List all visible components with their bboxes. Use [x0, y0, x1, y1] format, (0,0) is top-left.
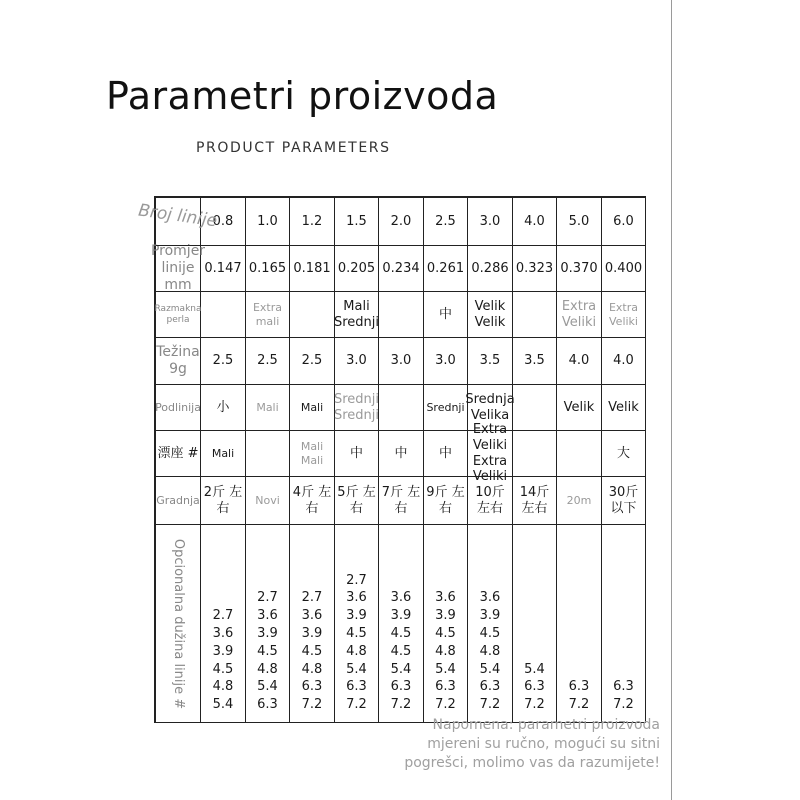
- length-value: 4.5: [301, 643, 323, 659]
- float-seat-cell: [513, 431, 557, 477]
- length-value: 6.3: [435, 679, 456, 695]
- float-seat-cell: Mali Mali: [290, 431, 335, 477]
- build-cell: 20m: [557, 477, 602, 525]
- length-value: 4.5: [479, 626, 501, 642]
- parameters-table: [137, 196, 646, 723]
- build-cell: 9斤 左右: [424, 477, 468, 525]
- length-value: 5.4: [257, 679, 278, 695]
- length-value: 4.5: [212, 661, 234, 677]
- diameter-cell: 0.400: [602, 246, 646, 292]
- float-seat-cell: 中: [379, 431, 424, 477]
- line-no-cell: 3.0: [468, 198, 513, 246]
- line-no-cell: 5.0: [557, 198, 602, 246]
- build-cell: 5斤 左右: [335, 477, 379, 525]
- length-value: 6.3: [613, 679, 634, 695]
- length-value: 5.4: [346, 661, 367, 677]
- length-value: 6.3: [346, 679, 367, 695]
- row-label-optional-length: [156, 525, 201, 723]
- length-list-cell: [602, 525, 646, 723]
- build-cell: 30斤 以下: [602, 477, 646, 525]
- sub-line-cell: Velik: [602, 385, 646, 431]
- build-cell: 14斤 左右: [513, 477, 557, 525]
- diameter-cell: 0.370: [557, 246, 602, 292]
- row-label-diameter: Promjer linije mm: [150, 243, 206, 293]
- build-cell: 4斤 左右: [290, 477, 335, 525]
- length-value: 2.7: [346, 572, 367, 588]
- sub-line-cell: Mali: [290, 385, 335, 431]
- weight-cell: 4.0: [557, 338, 602, 385]
- length-value: 7.2: [346, 697, 367, 713]
- weight-cell: 2.5: [201, 338, 246, 385]
- length-value: 3.9: [346, 608, 367, 624]
- length-value: 4.5: [435, 626, 456, 642]
- length-list-cell: [201, 525, 246, 723]
- length-list: [435, 589, 456, 714]
- length-value: 3.6: [346, 590, 367, 606]
- length-value: 3.9: [212, 643, 234, 659]
- diameter-cell: 0.286: [468, 246, 513, 292]
- line-no-cell: 1.0: [246, 198, 290, 246]
- weight-cell: 4.0: [602, 338, 646, 385]
- sub-line-cell: Mali: [246, 385, 290, 431]
- length-value: 6.3: [301, 679, 323, 695]
- weight-cell: 3.0: [424, 338, 468, 385]
- length-value: 6.3: [257, 697, 278, 713]
- float-seat-cell: 中: [424, 431, 468, 477]
- spacing-cell: 中: [424, 292, 468, 338]
- diameter-cell: 0.234: [379, 246, 424, 292]
- sub-line-cell: [379, 385, 424, 431]
- length-value: 6.3: [524, 679, 545, 695]
- spacing-cell: Extra Veliki: [557, 292, 602, 338]
- length-list: [569, 678, 590, 714]
- float-seat-cell: [557, 431, 602, 477]
- line-no-cell: 1.2: [290, 198, 335, 246]
- row-label-sub-line: Podlinija: [156, 385, 201, 431]
- length-value: 6.3: [479, 679, 501, 695]
- diameter-cell: 0.323: [513, 246, 557, 292]
- length-list-cell: [335, 525, 379, 723]
- length-value: 4.8: [212, 679, 234, 695]
- sub-line-cell: Srednja Velika: [468, 385, 513, 431]
- diameter-cell: 0.147: [201, 246, 246, 292]
- diameter-cell: 0.181: [290, 246, 335, 292]
- length-value: 4.8: [479, 643, 501, 659]
- length-value: 3.9: [390, 608, 412, 624]
- length-value: 7.2: [613, 697, 634, 713]
- length-value: 4.5: [257, 643, 278, 659]
- line-no-cell: 0.8: [201, 198, 246, 246]
- length-value: 3.9: [479, 608, 501, 624]
- build-cell: 2斤 左右: [201, 477, 246, 525]
- length-value: 4.5: [346, 626, 367, 642]
- length-list-cell: [513, 525, 557, 723]
- sub-line-cell: Srednji: [424, 385, 468, 431]
- build-cell: 7斤 左右: [379, 477, 424, 525]
- length-value: 2.7: [257, 590, 278, 606]
- sub-line-cell: [513, 385, 557, 431]
- length-list-cell: [290, 525, 335, 723]
- length-value: 4.8: [435, 643, 456, 659]
- note-line: Napomena: parametri proizvoda: [432, 717, 660, 733]
- length-value: 6.3: [568, 679, 590, 695]
- length-list: [257, 589, 278, 714]
- page-edge-line: [671, 0, 672, 800]
- sub-line-cell: Srednji Srednji: [335, 385, 379, 431]
- line-no-cell: 2.5: [424, 198, 468, 246]
- spacing-cell: [201, 292, 246, 338]
- weight-cell: 3.0: [335, 338, 379, 385]
- length-value: 3.9: [435, 608, 456, 624]
- length-value: 3.6: [390, 590, 412, 606]
- sub-line-cell: Velik: [557, 385, 602, 431]
- line-no-cell: 2.0: [379, 198, 424, 246]
- note-line: pogrešci, molimo vas da razumijete!: [404, 755, 660, 771]
- weight-cell: 3.5: [513, 338, 557, 385]
- length-value: 5.4: [435, 661, 456, 677]
- spacing-cell: [379, 292, 424, 338]
- spacing-cell: Mali Srednji: [335, 292, 379, 338]
- spacing-cell: Velik Velik: [468, 292, 513, 338]
- length-value: 5.4: [479, 661, 501, 677]
- length-value: 7.2: [524, 697, 545, 713]
- length-value: 3.6: [257, 608, 278, 624]
- length-value: 2.7: [212, 608, 234, 624]
- note-line: mjereni su ručno, mogući su sitni: [427, 736, 660, 752]
- spacing-cell: Extra Veliki: [602, 292, 646, 338]
- measurement-note: [380, 716, 660, 773]
- float-seat-cell: 中: [335, 431, 379, 477]
- row-label-line-no-text: Broj linije: [137, 200, 219, 232]
- length-value: 3.9: [257, 626, 278, 642]
- spacing-cell: [290, 292, 335, 338]
- diameter-cell: 0.205: [335, 246, 379, 292]
- float-seat-cell: [246, 431, 290, 477]
- length-value: 7.2: [435, 697, 456, 713]
- line-no-cell: 1.5: [335, 198, 379, 246]
- length-value: 3.6: [479, 590, 501, 606]
- float-seat-cell: Mali: [201, 431, 246, 477]
- length-value: 7.2: [301, 697, 323, 713]
- length-list-cell: [424, 525, 468, 723]
- length-value: 7.2: [568, 697, 590, 713]
- page-title: Parametri proizvoda: [106, 74, 499, 118]
- weight-cell: 2.5: [246, 338, 290, 385]
- row-label-float-seat: 漂座 #: [156, 431, 201, 477]
- length-value: 2.7: [301, 590, 323, 606]
- diameter-cell: 0.261: [424, 246, 468, 292]
- row-label-weight: Težina 9g: [156, 338, 201, 385]
- length-value: 3.6: [212, 626, 234, 642]
- float-seat-cell: 大: [602, 431, 646, 477]
- length-list-cell: [557, 525, 602, 723]
- length-list-cell: [379, 525, 424, 723]
- diameter-cell: 0.165: [246, 246, 290, 292]
- weight-cell: 3.5: [468, 338, 513, 385]
- length-value: 4.8: [301, 661, 323, 677]
- length-value: 5.4: [212, 697, 234, 713]
- length-list: [302, 589, 323, 714]
- length-value: 3.6: [435, 590, 456, 606]
- length-list-cell: [468, 525, 513, 723]
- length-list: [213, 607, 234, 714]
- length-value: 4.8: [257, 661, 278, 677]
- length-list: [346, 572, 367, 714]
- float-seat-cell: Extra Veliki Extra Veliki: [468, 431, 513, 477]
- length-value: 7.2: [390, 697, 412, 713]
- build-cell: 10斤 左右: [468, 477, 513, 525]
- length-list-cell: [246, 525, 290, 723]
- weight-cell: 3.0: [379, 338, 424, 385]
- length-list: [480, 589, 501, 714]
- weight-cell: 2.5: [290, 338, 335, 385]
- length-value: 6.3: [390, 679, 412, 695]
- spacing-cell: [513, 292, 557, 338]
- length-value: 7.2: [479, 697, 501, 713]
- length-value: 5.4: [390, 661, 412, 677]
- length-list: [524, 661, 545, 714]
- sub-line-cell: 小: [201, 385, 246, 431]
- length-value: 4.5: [390, 626, 412, 642]
- row-label-spacing: Razmakna perla: [156, 292, 201, 338]
- row-label-optional-length-text: Opcionalna dužina linije #: [170, 538, 186, 709]
- row-label-build: Gradnja: [156, 477, 201, 525]
- line-no-cell: 4.0: [513, 198, 557, 246]
- length-value: 4.5: [390, 643, 412, 659]
- length-value: 4.8: [346, 643, 367, 659]
- length-value: 5.4: [524, 661, 545, 677]
- build-cell: Novi: [246, 477, 290, 525]
- length-value: 3.9: [301, 626, 323, 642]
- length-value: 3.6: [301, 608, 323, 624]
- line-no-cell: 6.0: [602, 198, 646, 246]
- spacing-cell: Extra mali: [246, 292, 290, 338]
- page-subtitle: PRODUCT PARAMETERS: [196, 140, 391, 156]
- length-list: [391, 589, 412, 714]
- row-label-line-no: [137, 198, 219, 246]
- length-list: [613, 678, 634, 714]
